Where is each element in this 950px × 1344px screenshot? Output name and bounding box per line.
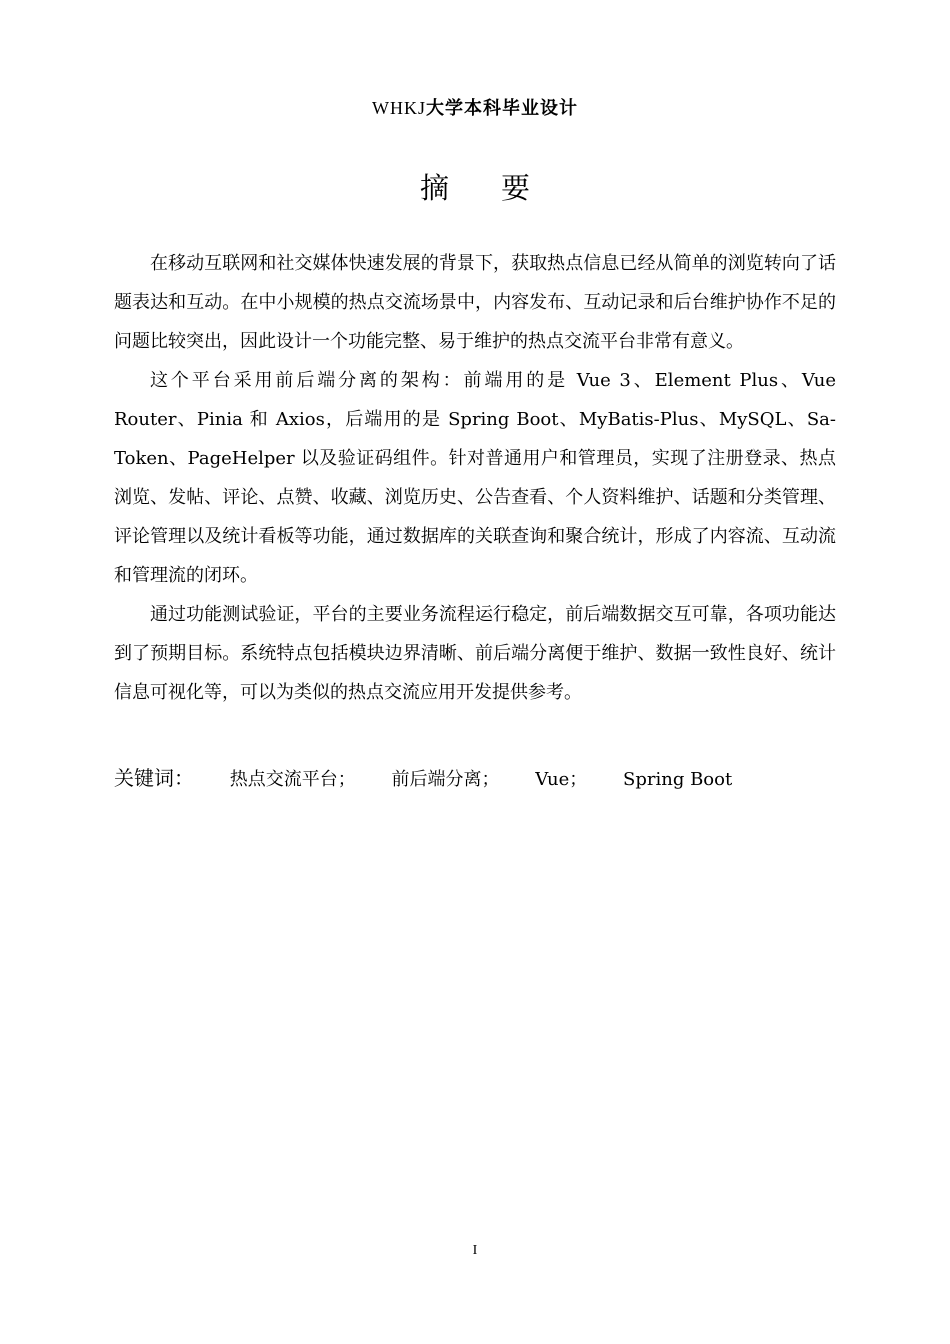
abstract-paragraph-2: 这个平台采用前后端分离的架构：前端用的是 Vue 3、Element Plus、Vue Router、Pinia 和 Axios，后端用的是 Spring Boot、MyBatis-Plus、MySQL、Sa-Token、PageHelper 以及验证码组件。针对普通用户和管理员，实现了注册登录、热点浏览、发帖、评论、点赞、收藏、浏览历史、公告查看、个人资料维护、话题和分类管理、评论管理以及统计看板等功能，通过数据库的关联查询和聚合统计，形成了内容流、互动流和管理流的闭环。 — [114, 370, 836, 586]
document-header — [0, 94, 950, 120]
keyword-3: Vue； — [535, 769, 588, 790]
keyword-1: 热点交流平台； — [229, 769, 356, 790]
keywords-line — [114, 760, 836, 798]
abstract-title: 摘要 — [419, 171, 582, 205]
header-school: 大学本科毕业设计 — [426, 98, 578, 119]
keywords-label: 关键词： — [114, 766, 194, 790]
keyword-4: Spring Boot — [623, 769, 733, 790]
keyword-2: 前后端分离； — [391, 769, 500, 790]
abstract-body — [114, 244, 836, 712]
page-number: I — [472, 1243, 478, 1258]
abstract-paragraph-3: 通过功能测试验证，平台的主要业务流程运行稳定，前后端数据交互可靠，各项功能达到了预期目标。系统特点包括模块边界清晰、前后端分离便于维护、数据一致性良好、统计信息可视化等，可以为类似的热点交流应用开发提供参考。 — [114, 604, 836, 703]
abstract-paragraph-1: 在移动互联网和社交媒体快速发展的背景下，获取热点信息已经从简单的浏览转向了话题表达和互动。在中小规模的热点交流场景中，内容发布、互动记录和后台维护协作不足的问题比较突出，因此设计一个功能完整、易于维护的热点交流平台非常有意义。 — [114, 253, 836, 352]
header-prefix: WHKJ — [372, 98, 426, 118]
